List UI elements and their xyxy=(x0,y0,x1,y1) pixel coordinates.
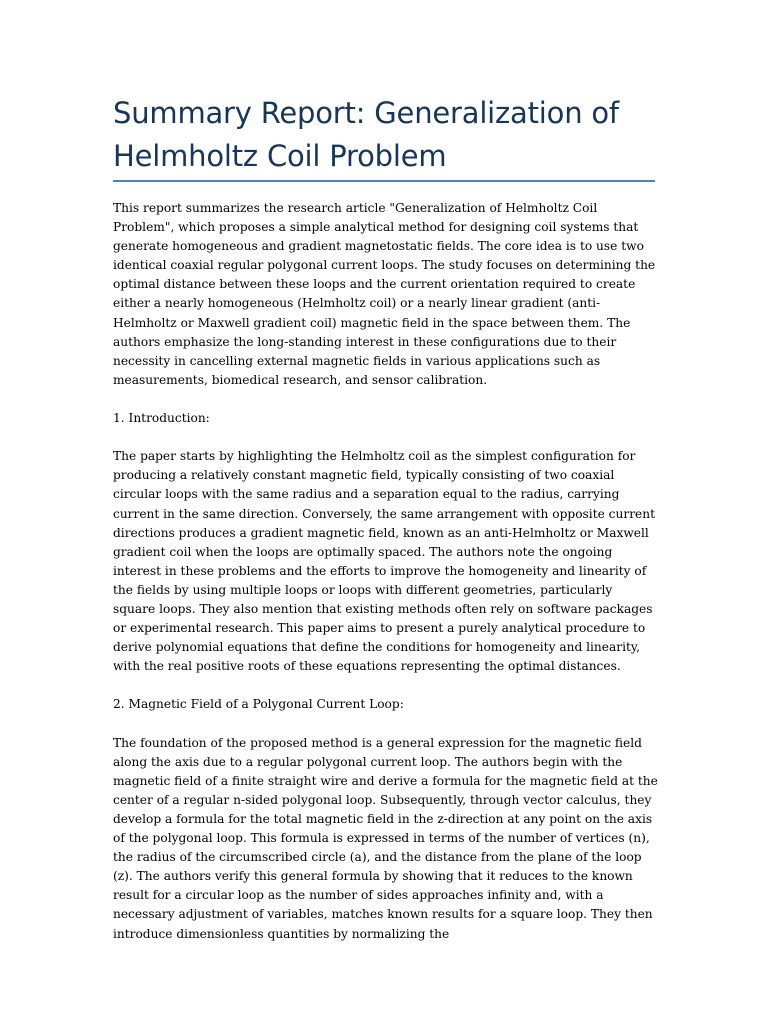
section-heading-polygonal-loop: 2. Magnetic Field of a Polygonal Current Loop: xyxy=(113,697,404,712)
introduction-paragraph: The paper starts by highlighting the Helmholtz coil as the simplest configuration for producing a relatively constant magnetic field, typically consisting of two coaxial circular loops with the same radius and a separation equal to the radius, carrying current in the same direction. Conversely, the same arrangement with opposite current directions produces a gradient magnetic field, known as an anti-Helmholtz or Maxwell gradient coil when the loops are optimally spaced. The authors note the ongoing interest in these problems and the efforts to improve the homogeneity and linearity of the fields by using multiple loops or loops with different geometries, particularly square loops. They also mention that existing methods often rely on software packages or experimental research. This paper aims to present a purely analytical procedure to derive polynomial equations that define the conditions for homogeneity and linearity, with the real positive roots of these equations representing the optimal distances. xyxy=(113,449,655,674)
document-body xyxy=(113,199,658,944)
title-underline-divider xyxy=(113,180,655,182)
polygonal-loop-paragraph: The foundation of the proposed method is a general expression for the magnetic field along the axis due to a regular polygonal current loop. The authors begin with the magnetic field of a finite straight wire and derive a formula for the magnetic field at the center of a regular n-sided polygonal loop. Subsequently, through vector calculus, they develop a formula for the total magnetic field in the z-direction at any point on the axis of the polygonal loop. This formula is expressed in terms of the number of vertices (n), the radius of the circumscribed circle (a), and the distance from the plane of the loop (z). The authors verify this general formula by showing that it reduces to the known result for a circular loop as the number of sides approaches infinity and, with a necessary adjustment of variables, matches known results for a square loop. They then introduce dimensionless quantities by normalizing the xyxy=(113,735,658,941)
section-heading-introduction: 1. Introduction: xyxy=(113,411,210,426)
page-title: Summary Report: Generalization of Helmholtz Coil Problem xyxy=(113,96,619,173)
intro-summary-paragraph: This report summarizes the research article "Generalization of Helmholtz Coil Problem", which proposes a simple analytical method for designing coil systems that generate homogeneous and gradient magnetostatic fields. The core idea is to use two identical coaxial regular polygonal current loops. The study focuses on determining the optimal distance between these loops and the current orientation required to create either a nearly homogeneous (Helmholtz coil) or a nearly linear gradient (anti-Helmholtz or Maxwell gradient coil) magnetic field in the space between them. The authors emphasize the long-standing interest in these configurations due to their necessity in cancelling external magnetic fields in various applications such as measurements, biomedical research, and sensor calibration. xyxy=(113,201,656,387)
